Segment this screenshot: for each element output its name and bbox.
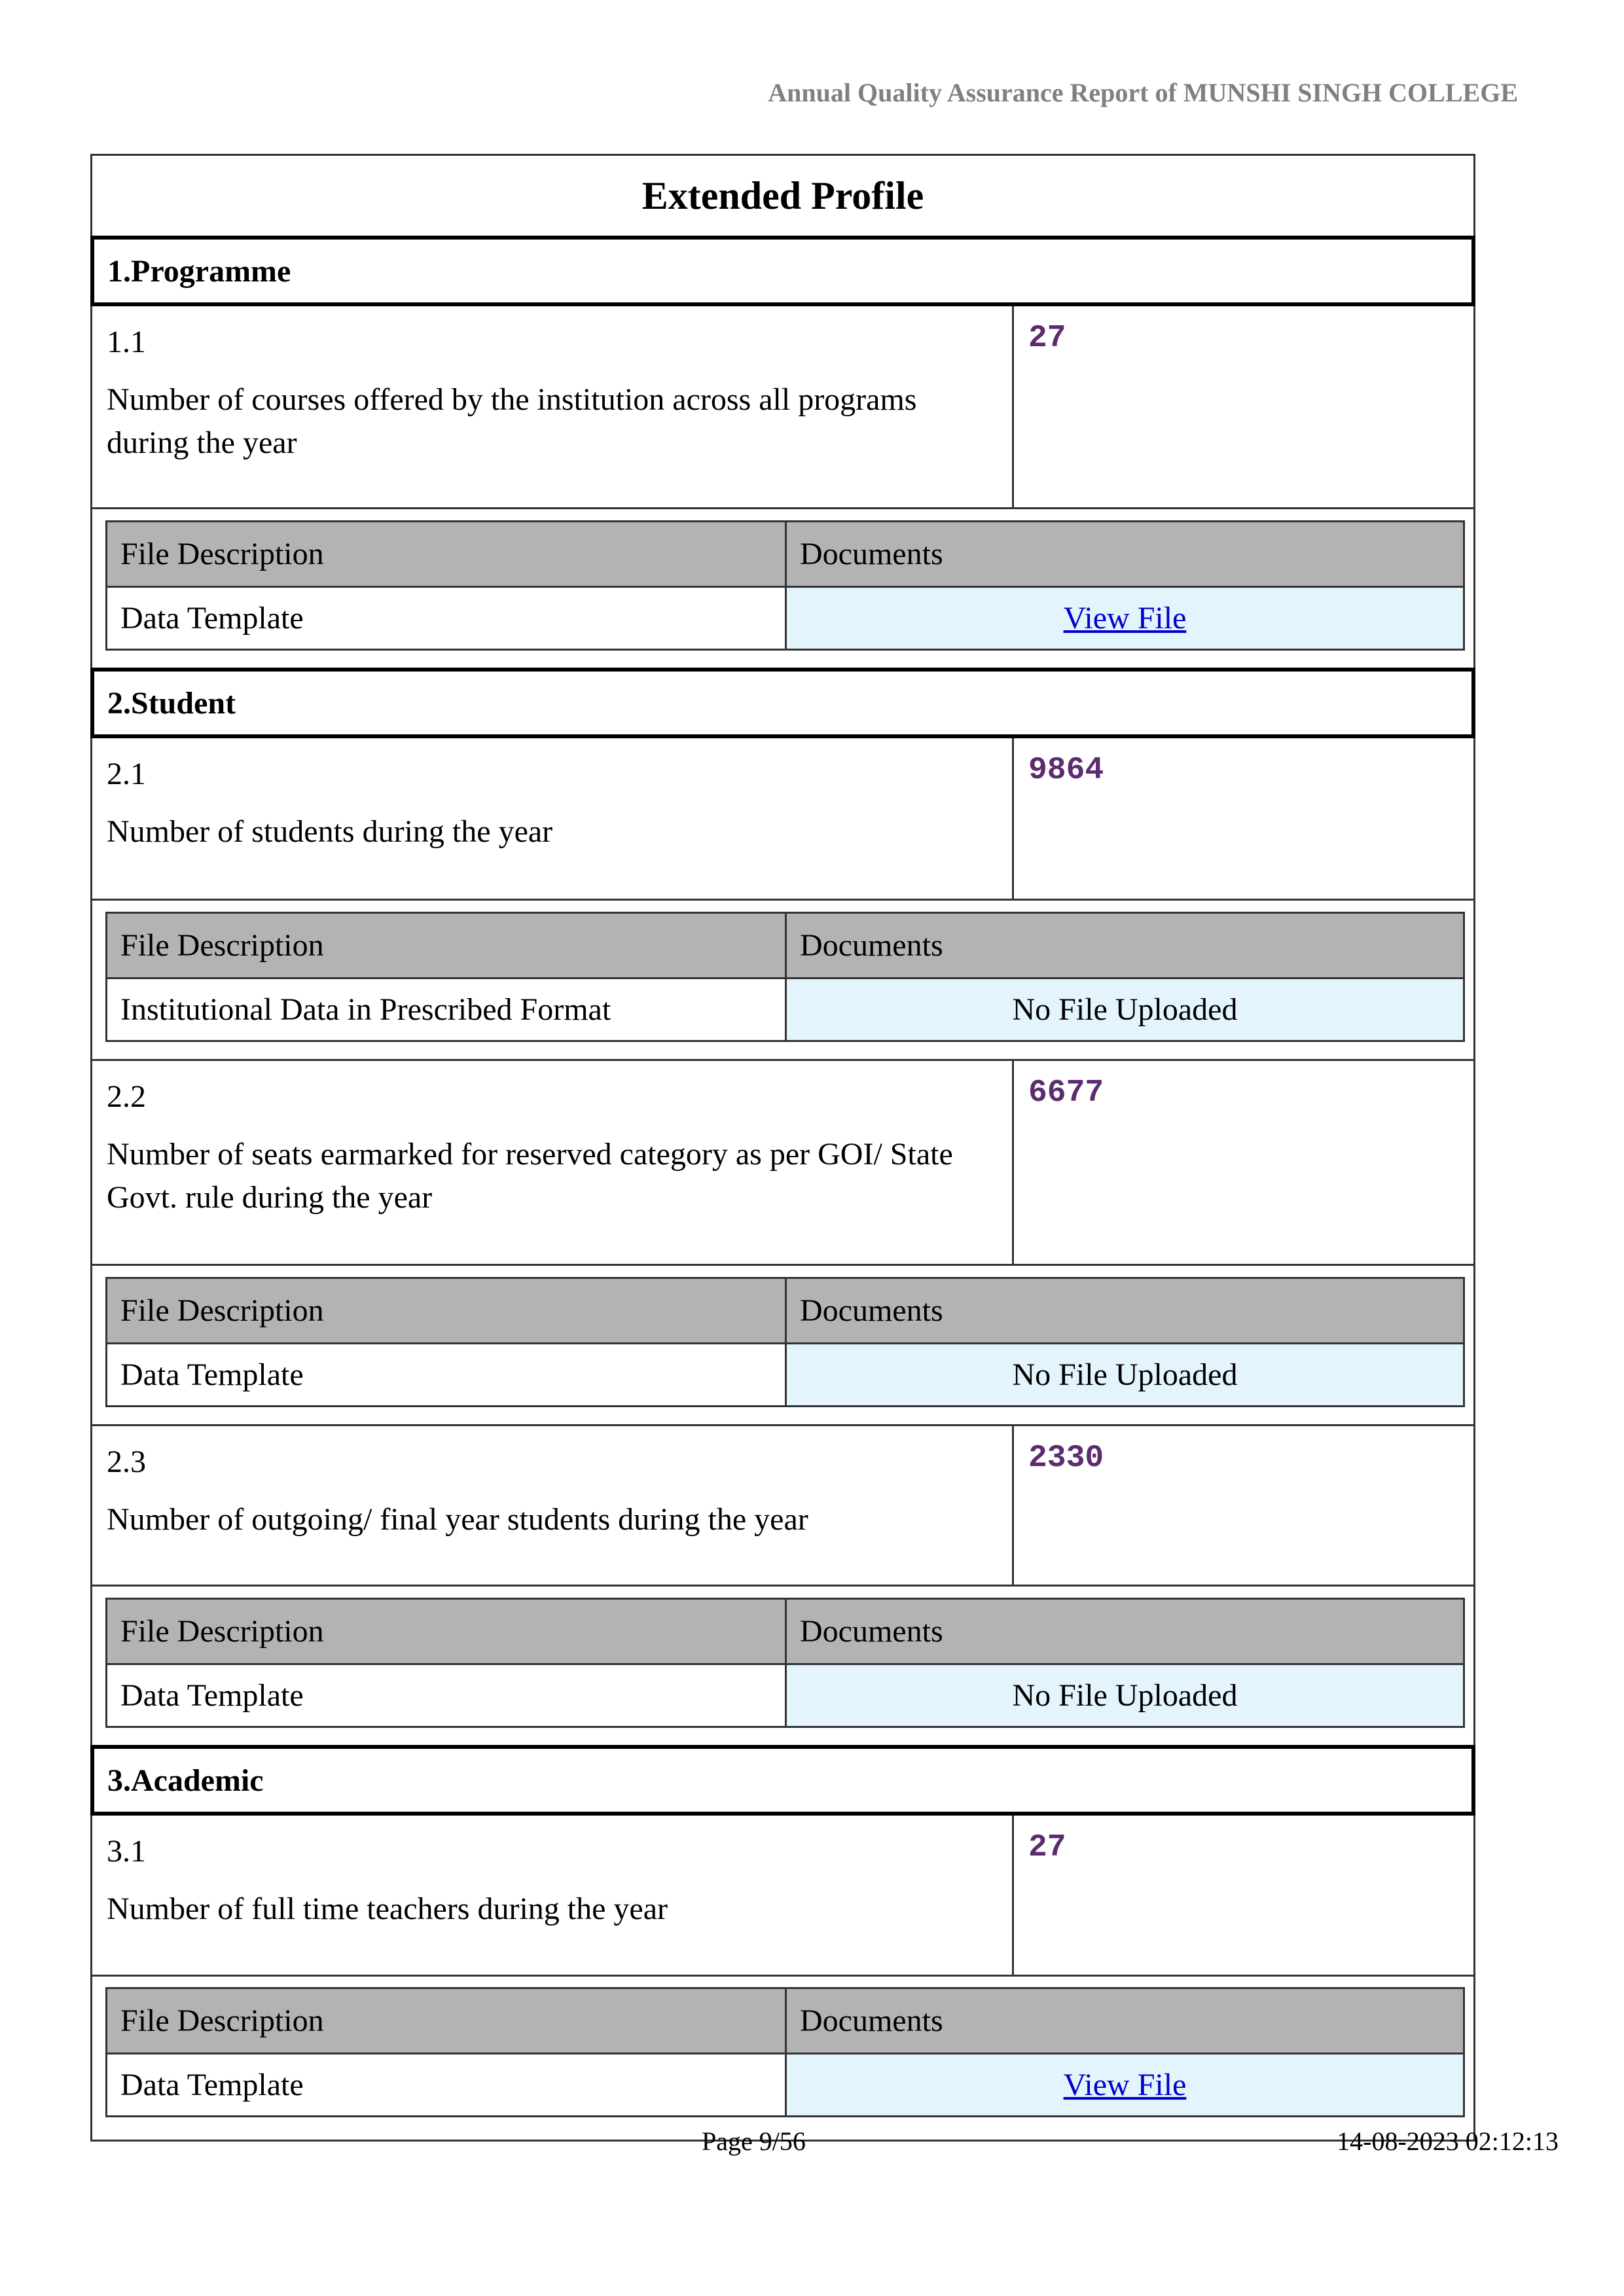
metric-row-2-1 bbox=[92, 738, 1473, 901]
no-file-uploaded: No File Uploaded bbox=[786, 1664, 1464, 1727]
file-description: Data Template bbox=[107, 1664, 786, 1727]
page-number: Page 9/56 bbox=[702, 2126, 806, 2156]
file-table-3-1 bbox=[105, 1987, 1465, 2117]
generated-timestamp: 14-08-2023 02:12:13 bbox=[1337, 2126, 1559, 2156]
section-heading-student: 2.Student bbox=[90, 668, 1475, 738]
running-header: Annual Quality Assurance Report of MUNSHI SINGH COLLEGE bbox=[768, 78, 1518, 107]
file-description-header: File Description bbox=[107, 522, 786, 587]
file-table-2-2 bbox=[105, 1277, 1465, 1407]
view-file-link[interactable]: View File bbox=[1063, 2068, 1187, 2102]
no-file-uploaded: No File Uploaded bbox=[786, 1344, 1464, 1407]
metric-row-2-2 bbox=[92, 1059, 1473, 1266]
metric-value: 6677 bbox=[1028, 1075, 1104, 1111]
metric-description: Number of students during the year bbox=[107, 814, 553, 849]
view-file-link[interactable]: View File bbox=[1063, 601, 1187, 636]
metric-number: 2.2 bbox=[107, 1079, 146, 1114]
metric-row-2-3 bbox=[92, 1424, 1473, 1587]
file-description: Data Template bbox=[107, 2054, 786, 2117]
metric-description: Number of courses offered by the institution across all programs during the year bbox=[107, 382, 917, 460]
extended-profile-box bbox=[90, 154, 1475, 2142]
metric-number: 2.3 bbox=[107, 1444, 146, 1479]
metric-row-1-1 bbox=[92, 306, 1473, 509]
documents-header: Documents bbox=[786, 522, 1464, 587]
metric-value: 9864 bbox=[1028, 753, 1104, 788]
section-heading-programme: 1.Programme bbox=[90, 236, 1475, 306]
metric-number: 2.1 bbox=[107, 757, 146, 791]
metric-description: Number of seats earmarked for reserved category as per GOI/ State Govt. rule during the year bbox=[107, 1137, 953, 1215]
file-description-header: File Description bbox=[107, 1278, 786, 1344]
documents-header: Documents bbox=[786, 1278, 1464, 1344]
documents-header: Documents bbox=[786, 1599, 1464, 1664]
file-description: Data Template bbox=[107, 587, 786, 650]
documents-header: Documents bbox=[786, 913, 1464, 978]
no-file-uploaded: No File Uploaded bbox=[786, 978, 1464, 1041]
file-description-header: File Description bbox=[107, 1599, 786, 1664]
metric-description: Number of full time teachers during the year bbox=[107, 1892, 668, 1926]
metric-value: 2330 bbox=[1028, 1441, 1104, 1476]
metric-value: 27 bbox=[1028, 321, 1066, 356]
metric-description: Number of outgoing/ final year students during the year bbox=[107, 1502, 808, 1537]
file-description: Institutional Data in Prescribed Format bbox=[107, 978, 786, 1041]
file-table-1-1 bbox=[105, 520, 1465, 651]
metric-value: 27 bbox=[1028, 1830, 1066, 1865]
metric-number: 3.1 bbox=[107, 1834, 146, 1869]
page-title: Extended Profile bbox=[641, 173, 924, 217]
file-table-2-3 bbox=[105, 1598, 1465, 1728]
metric-number: 1.1 bbox=[107, 325, 146, 359]
file-description: Data Template bbox=[107, 1344, 786, 1407]
metric-row-3-1 bbox=[92, 1816, 1473, 1977]
file-description-header: File Description bbox=[107, 1988, 786, 2054]
file-description-header: File Description bbox=[107, 913, 786, 978]
section-heading-academic: 3.Academic bbox=[90, 1745, 1475, 1816]
documents-header: Documents bbox=[786, 1988, 1464, 2054]
file-table-2-1 bbox=[105, 912, 1465, 1042]
